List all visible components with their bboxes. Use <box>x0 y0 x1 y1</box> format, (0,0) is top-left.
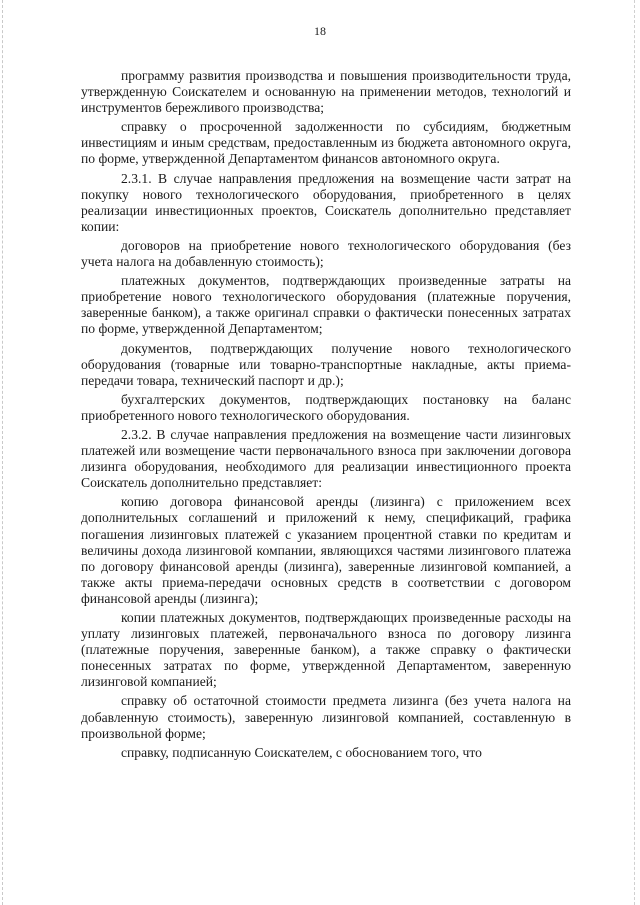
paragraph-accounting-documents: бухгалтерских документов, подтверждающих постановку на баланс приобретенного нового технологического оборудования. <box>81 391 571 423</box>
page-number: 18 <box>314 24 326 38</box>
paragraph-section-2-3-2: 2.3.2. В случае направления предложения на возмещение части лизинговых платежей или возмещение части первоначального взноса при заключении договора лизинга оборудования, необходимого для реализации инвестиционного проекта Соискатель дополнительно представляет: <box>81 426 571 491</box>
scan-right-edge <box>634 0 636 905</box>
scan-left-edge <box>2 0 4 905</box>
document-body <box>81 68 571 761</box>
paragraph-section-2-3-1: 2.3.1. В случае направления предложения на возмещение части затрат на покупку нового технологического оборудования, приобретенного в целях реализации инвестиционных проектов, Соискатель дополнительно представляет копии: <box>81 170 571 234</box>
paragraph-overdue-debt-certificate: справку о просроченной задолженности по субсидиям, бюджетным инвестициям и иным средствам, предоставленным из бюджета автономного округа, по форме, утвержденной Департаментом финансов автономного округа. <box>81 119 571 167</box>
paragraph-justification-certificate: справку, подписанную Соискателем, с обоснованием того, что <box>121 744 482 760</box>
paragraph-payment-documents: платежных документов, подтверждающих произведенные затраты на приобретение нового технологического оборудования (платежные поручения, заверенные банком), а также оригинал справки о фактически понесенных затратах по форме, утвержденной Департаментом; <box>81 273 571 337</box>
paragraph-residual-value-certificate: справку об остаточной стоимости предмета лизинга (без учета налога на добавленную стоимость), заверенную лизинговой компанией, составленную в произвольной форме; <box>81 693 571 741</box>
paragraph-leasing-contract-copy: копию договора финансовой аренды (лизинга) с приложением всех дополнительных соглашений и приложений к нему, спецификаций, графика погашения лизинговых платежей с указанием процентной ставки по кредитам и величины дохода лизинговой компании, являющихся частями лизингового платежа по договору финансовой аренды (лизинга), заверенные лизинговой компанией, а также акты приема-передачи основных средств в соответствии с договором финансовой аренды (лизинга); <box>81 494 571 606</box>
paragraph-receipt-documents: документов, подтверждающих получение нового технологического оборудования (товарные или товарно-транспортные накладные, акты приема-передачи товара, технический паспорт и др.); <box>81 340 571 388</box>
paragraph-leasing-payment-copies: копии платежных документов, подтверждающих произведенные расходы на уплату лизинговых платежей, первоначального взноса по договору лизинга (платежные поручения, заверенные банком), а также справку о фактически понесенных затратах по форме, утвержденной Департаментом, заверенную лизинговой компанией; <box>81 610 571 690</box>
paragraph-production-program: программу развития производства и повышения производительности труда, утвержденную Соискателем и основанную на применении методов, технологий и инструментов бережливого производства; <box>81 68 571 116</box>
paragraph-equipment-contracts: договоров на приобретение нового технологического оборудования (без учета налога на добавленную стоимость); <box>81 237 571 270</box>
